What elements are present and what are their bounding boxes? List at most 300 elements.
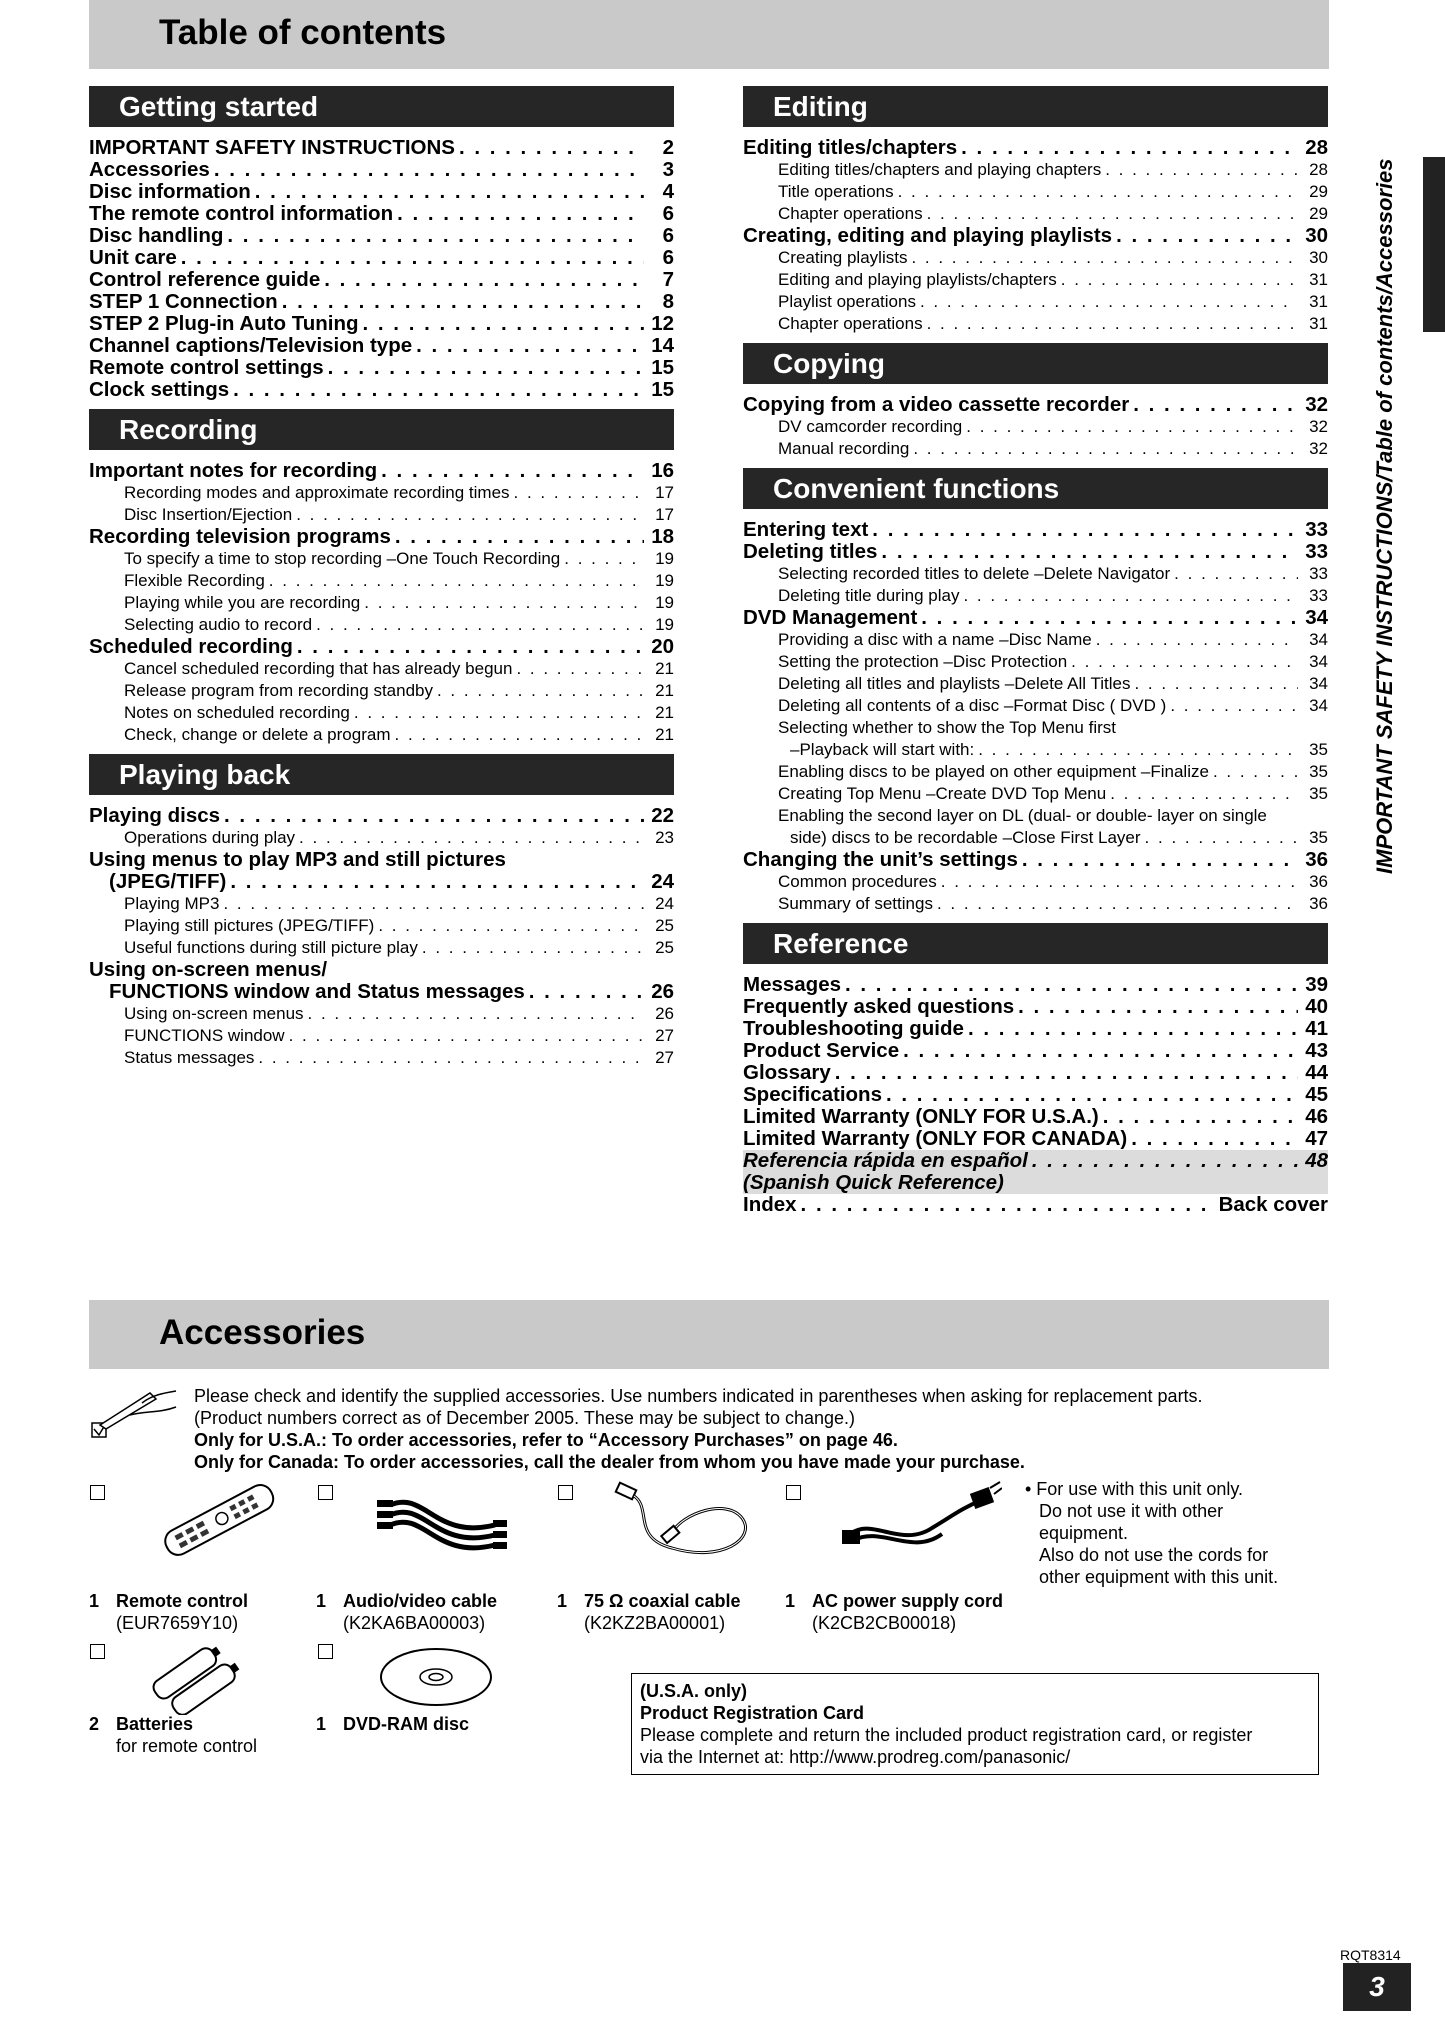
section-heading: Getting started [89, 86, 674, 127]
toc-page-number: 4 [662, 180, 674, 203]
toc-entry[interactable] [743, 1172, 1328, 1194]
dot-leader [381, 460, 644, 482]
toc-entry[interactable] [743, 607, 1328, 629]
toc-entry-title: Release program from recording standby [124, 681, 433, 700]
dot-leader [395, 724, 645, 746]
accessory-part: (K2CB2CB00018) [812, 1613, 957, 1633]
accessory-coaxial-cable [557, 1590, 741, 1634]
dot-leader [1170, 695, 1298, 717]
section-heading: Editing [743, 86, 1328, 127]
toc-entry[interactable] [89, 335, 674, 357]
toc-entry-title: FUNCTIONS window and Status messages [109, 980, 525, 1003]
toc-entry-title: Control reference guide [89, 268, 321, 291]
dot-leader [422, 937, 644, 959]
accessory-name: DVD-RAM disc [343, 1714, 470, 1734]
toc-entry[interactable] [743, 695, 1328, 717]
accessories-banner [89, 1300, 1329, 1369]
toc-entry-title: Disc handling [89, 224, 224, 247]
dot-leader [927, 313, 1298, 335]
checkbox-batteries[interactable] [90, 1644, 105, 1659]
toc-section [89, 86, 674, 401]
toc-entry[interactable] [89, 1003, 674, 1025]
dot-leader [937, 893, 1298, 915]
accessory-qty: 1 [316, 1591, 327, 1611]
toc-entry[interactable] [743, 629, 1328, 651]
toc-entry-title: Notes on scheduled recording [124, 703, 350, 722]
toc-page-number: 32 [1309, 417, 1328, 436]
remote-control-icon [150, 1478, 285, 1563]
toc-page-number: 45 [1305, 1083, 1328, 1106]
toc-page-number: 17 [655, 483, 674, 502]
toc-page-number: 47 [1305, 1127, 1328, 1150]
accessory-name: 75 Ω coaxial cable [584, 1591, 741, 1611]
toc-entry[interactable] [89, 181, 674, 203]
toc-entry[interactable] [89, 915, 674, 937]
toc-entry[interactable] [89, 636, 674, 658]
toc-page-number: 35 [1309, 740, 1328, 759]
dot-leader [258, 1047, 644, 1069]
toc-entry-title: Using on-screen menus/ [89, 958, 328, 981]
model-number: RQT8314 [1340, 1947, 1401, 1963]
note-line: other equipment with this unit. [1039, 1567, 1279, 1587]
toc-entry[interactable] [743, 974, 1328, 996]
toc-page-number: 6 [662, 246, 674, 269]
toc-entry[interactable] [89, 614, 674, 636]
toc-page-number: 36 [1309, 872, 1328, 891]
toc-entry-title: –Playback will start with: [790, 740, 975, 759]
toc-page-number: 43 [1305, 1039, 1328, 1062]
toc-entry[interactable] [743, 1018, 1328, 1040]
toc-entry-title: Limited Warranty (ONLY FOR CANADA) [743, 1127, 1128, 1150]
toc-entry-title: Setting the protection –Disc Protection [778, 652, 1068, 671]
toc-entry-title: Using menus to play MP3 and still pictures [89, 848, 506, 871]
dot-leader [1018, 996, 1298, 1018]
toc-entry-title: (Spanish Quick Reference) [743, 1171, 1004, 1194]
toc-entry[interactable] [89, 1025, 674, 1047]
toc-entry-title: Product Service [743, 1039, 900, 1062]
toc-page-number: 19 [655, 615, 674, 634]
toc-entry[interactable] [89, 526, 674, 548]
dot-leader [223, 893, 644, 915]
toc-page-number: 48 [1305, 1149, 1328, 1172]
toc-entry[interactable] [89, 137, 674, 159]
toc-entry[interactable] [743, 269, 1328, 291]
accessories-intro [194, 1385, 1314, 1473]
dot-leader [903, 1040, 1298, 1062]
toc-entry[interactable] [743, 159, 1328, 181]
toc-page-number: 36 [1305, 848, 1328, 871]
toc-entry[interactable] [743, 761, 1328, 783]
toc-entry[interactable] [743, 1128, 1328, 1150]
toc-page-number: 7 [662, 268, 674, 291]
toc-page-number: 35 [1309, 762, 1328, 781]
dot-leader [961, 137, 1298, 159]
toc-entry-title: Common procedures [778, 872, 937, 891]
toc-entry-title: Important notes for recording [89, 459, 378, 482]
toc-entry-title: Playing MP3 [124, 894, 220, 913]
toc-entry[interactable] [89, 313, 674, 335]
dot-leader [801, 1194, 1215, 1216]
toc-entry-title: side) discs to be recordable –Close First Layer [790, 828, 1141, 847]
toc-page-number: 34 [1305, 606, 1328, 629]
toc-entry[interactable] [743, 1040, 1328, 1062]
toc-entry-title: Accessories [89, 158, 210, 181]
registration-region: (U.S.A. only) [640, 1681, 747, 1701]
accessory-name: AC power supply cord [812, 1591, 1004, 1611]
toc-entry-title: Creating Top Menu –Create DVD Top Menu [778, 784, 1107, 803]
toc-entry[interactable] [89, 482, 674, 504]
toc-page-number: 23 [655, 828, 674, 847]
toc-section [743, 468, 1328, 915]
dot-leader [1032, 1150, 1298, 1172]
toc-page-number: 16 [651, 459, 674, 482]
dot-leader [316, 614, 644, 636]
accessory-power-cord [785, 1590, 1003, 1634]
toc-entry[interactable] [89, 871, 674, 893]
toc-entry[interactable] [89, 379, 674, 401]
toc-entry-title: Clock settings [89, 378, 230, 401]
checkbox-disc[interactable] [318, 1644, 333, 1659]
toc-entry[interactable] [89, 504, 674, 526]
toc-page-number: 18 [651, 525, 674, 548]
dot-leader [354, 702, 644, 724]
toc-entry[interactable] [89, 592, 674, 614]
dot-leader [224, 805, 644, 827]
cord-usage-note [1025, 1478, 1325, 1588]
toc-entry-title: The remote control information [89, 202, 394, 225]
toc-page-number: 35 [1309, 828, 1328, 847]
running-title: IMPORTANT SAFETY INSTRUCTIONS/Table of contents/Accessories [1372, 158, 1397, 874]
checkbox-remote[interactable] [90, 1485, 105, 1500]
section-heading: Recording [89, 409, 674, 450]
toc-page-number: 19 [655, 571, 674, 590]
dot-leader [363, 313, 644, 335]
accessory-qty: 1 [557, 1591, 568, 1611]
toc-entry[interactable] [743, 541, 1328, 563]
toc-page-number: 8 [662, 290, 674, 313]
dot-leader [1096, 629, 1298, 651]
usa-order-note: Only for U.S.A.: To order accessories, refer to “Accessory Purchases” on page 46. [194, 1430, 898, 1450]
toc-page-number: 32 [1305, 393, 1328, 416]
dot-leader [1174, 563, 1298, 585]
toc-entry[interactable] [743, 717, 1328, 739]
toc-page-number: 28 [1309, 160, 1328, 179]
dot-leader [1022, 849, 1298, 871]
toc-entry-title: Limited Warranty (ONLY FOR U.S.A.) [743, 1105, 1099, 1128]
toc-entry-title: Scheduled recording [89, 635, 293, 658]
toc-page-number: 41 [1305, 1017, 1328, 1040]
accessory-batteries [89, 1713, 257, 1757]
toc-entry[interactable] [89, 570, 674, 592]
toc-entry[interactable] [89, 159, 674, 181]
note-line: equipment. [1039, 1523, 1129, 1543]
toc-entry[interactable] [89, 1047, 674, 1069]
toc-entry-title: Disc Insertion/Ejection [124, 505, 293, 524]
toc-section [89, 409, 674, 746]
toc-entry[interactable] [89, 849, 674, 871]
dot-leader [872, 519, 1298, 541]
dot-leader [289, 1025, 644, 1047]
toc-page-number: 27 [655, 1048, 674, 1067]
toc-page-number: 12 [651, 312, 674, 335]
toc-page-number: 31 [1309, 270, 1328, 289]
toc-entry[interactable] [743, 519, 1328, 541]
toc-page-number: 34 [1309, 652, 1328, 671]
toc-entry-title: DV camcorder recording [778, 417, 963, 436]
dot-leader [308, 1003, 644, 1025]
toc-entry[interactable] [743, 225, 1328, 247]
dot-leader [516, 658, 644, 680]
dot-leader [886, 1084, 1298, 1106]
toc-entry[interactable] [89, 702, 674, 724]
accessory-part: (K2KA6BA00003) [343, 1613, 486, 1633]
note-line: Do not use it with other [1039, 1501, 1224, 1521]
toc-entry-title: Deleting all titles and playlists –Delete All Titles [778, 674, 1131, 693]
toc-entry-title: Deleting all contents of a disc –Format Disc ( DVD ) [778, 696, 1167, 715]
checklist-pen-icon [90, 1385, 180, 1445]
dot-leader [230, 871, 644, 893]
toc-page-number: 2 [662, 136, 674, 159]
dot-leader [966, 416, 1298, 438]
dot-leader [214, 159, 644, 181]
toc-entry-title: Chapter operations [778, 204, 923, 223]
toc-entry[interactable] [89, 959, 674, 981]
toc-page-number: 14 [651, 334, 674, 357]
toc-entry[interactable] [743, 996, 1328, 1018]
toc-entry[interactable] [743, 1084, 1328, 1106]
toc-entry-title: Index [743, 1193, 797, 1216]
toc-entry-title: Recording television programs [89, 525, 391, 548]
coaxial-cable-icon [612, 1478, 762, 1568]
toc-page-number: 27 [655, 1026, 674, 1045]
toc-entry[interactable] [89, 937, 674, 959]
toc-right-column [743, 86, 1328, 1224]
toc-entry-title: Troubleshooting guide [743, 1017, 964, 1040]
toc-page-number: 35 [1309, 784, 1328, 803]
registration-heading: Product Registration Card [640, 1703, 865, 1723]
dot-leader [920, 291, 1298, 313]
toc-entry[interactable] [743, 585, 1328, 607]
toc-entry[interactable] [743, 673, 1328, 695]
toc-page-number: 25 [655, 938, 674, 957]
toc-entry-title: Creating playlists [778, 248, 908, 267]
toc-entry-title: Deleting titles [743, 540, 878, 563]
toc-entry[interactable] [89, 247, 674, 269]
accessory-name: Batteries [116, 1714, 194, 1734]
toc-entry[interactable] [743, 1150, 1328, 1172]
toc-entry[interactable] [743, 1194, 1328, 1216]
toc-page-number: 24 [651, 870, 674, 893]
product-registration-box [631, 1673, 1319, 1775]
toc-entry[interactable] [743, 203, 1328, 225]
toc-entry[interactable] [743, 805, 1328, 827]
note-line: • For use with this unit only. [1025, 1479, 1244, 1499]
accessory-name: Remote control [116, 1591, 249, 1611]
section-tab-marker [1423, 157, 1445, 332]
dot-leader [181, 247, 644, 269]
accessory-part: (K2KZ2BA00001) [584, 1613, 726, 1633]
toc-entry[interactable] [743, 313, 1328, 335]
toc-page-number: 33 [1305, 518, 1328, 541]
toc-entry[interactable] [89, 893, 674, 915]
toc-entry[interactable] [743, 394, 1328, 416]
dot-leader [328, 357, 644, 379]
toc-entry[interactable] [89, 460, 674, 482]
toc-entry[interactable] [89, 827, 674, 849]
dot-leader [913, 438, 1298, 460]
toc-section [89, 754, 674, 1069]
toc-entry-title: Playing discs [89, 804, 221, 827]
toc-entry[interactable] [89, 203, 674, 225]
dot-leader [898, 181, 1298, 203]
dot-leader [416, 335, 644, 357]
toc-entry-title: Status messages [124, 1048, 255, 1067]
toc-entry[interactable] [743, 247, 1328, 269]
accessory-name: Audio/video cable [343, 1591, 498, 1611]
toc-page-number: 33 [1309, 564, 1328, 583]
toc-entry-title: Enabling discs to be played on other equipment –Finalize [778, 762, 1209, 781]
toc-page-number: 22 [651, 804, 674, 827]
toc-page-number: 20 [651, 635, 674, 658]
toc-section [743, 343, 1328, 460]
toc-entry[interactable] [89, 680, 674, 702]
toc-entry[interactable] [89, 225, 674, 247]
dot-leader [269, 570, 644, 592]
section-heading: Copying [743, 343, 1328, 384]
dot-leader [978, 739, 1298, 761]
toc-page-number: 26 [655, 1004, 674, 1023]
dot-leader [968, 1018, 1298, 1040]
dot-leader [297, 636, 644, 658]
toc-entry[interactable] [743, 739, 1328, 761]
toc-page-number: 17 [655, 505, 674, 524]
accessory-qty: 1 [316, 1714, 327, 1734]
toc-entry-title: Enabling the second layer on DL (dual- or double- layer on single [778, 806, 1267, 825]
toc-entry[interactable] [743, 871, 1328, 893]
toc-page-number: 21 [655, 725, 674, 744]
dot-leader [1116, 225, 1298, 247]
dot-leader [1103, 1106, 1298, 1128]
toc-entry[interactable] [743, 291, 1328, 313]
accessories-title: Accessories [159, 1313, 366, 1352]
toc-page-number: 33 [1305, 540, 1328, 563]
toc-entry[interactable] [89, 658, 674, 680]
dot-leader [395, 526, 644, 548]
section-heading: Reference [743, 923, 1328, 964]
toc-entry[interactable] [743, 849, 1328, 871]
toc-entry-title: Manual recording [778, 439, 910, 458]
dot-leader [564, 548, 644, 570]
toc-page-number: 34 [1309, 630, 1328, 649]
toc-entry-title: Editing and playing playlists/chapters [778, 270, 1057, 289]
dot-leader [1105, 159, 1298, 181]
toc-page-number: Back cover [1218, 1193, 1328, 1216]
dot-leader [1061, 269, 1298, 291]
dot-leader [1131, 1128, 1298, 1150]
dot-leader [227, 225, 644, 247]
toc-entry-title: Title operations [778, 182, 894, 201]
toc-entry-title: (JPEG/TIFF) [109, 870, 227, 893]
toc-entry[interactable] [743, 893, 1328, 915]
toc-entry-title: Selecting recorded titles to delete –Delete Navigator [778, 564, 1171, 583]
dot-leader [921, 607, 1298, 629]
toc-banner [89, 0, 1329, 69]
power-cord-icon [842, 1478, 1002, 1558]
toc-entry[interactable] [89, 269, 674, 291]
dot-leader [296, 504, 644, 526]
toc-page-number: 44 [1305, 1061, 1328, 1084]
toc-entry[interactable] [89, 724, 674, 746]
toc-page-number: 21 [655, 681, 674, 700]
toc-entry[interactable] [89, 357, 674, 379]
toc-entry-title: Selecting whether to show the Top Menu first [778, 718, 1116, 737]
toc-entry[interactable] [743, 416, 1328, 438]
toc-page-number: 21 [655, 703, 674, 722]
toc-page-number: 31 [1309, 314, 1328, 333]
toc-page-number: 24 [655, 894, 674, 913]
toc-entry[interactable] [743, 563, 1328, 585]
toc-entry[interactable] [743, 137, 1328, 159]
toc-entry[interactable] [743, 827, 1328, 849]
dot-leader [282, 291, 644, 313]
dot-leader [1110, 783, 1298, 805]
toc-entry-title: Summary of settings [778, 894, 933, 913]
toc-entry-title: Copying from a video cassette recorder [743, 393, 1130, 416]
accessory-part: for remote control [116, 1736, 258, 1756]
toc-entry[interactable] [743, 783, 1328, 805]
page-number: 3 [1343, 1963, 1411, 2011]
checkbox-power-cord[interactable] [786, 1485, 801, 1500]
dot-leader [1145, 827, 1298, 849]
toc-entry[interactable] [743, 438, 1328, 460]
registration-url-text: via the Internet at: http://www.prodreg.com/panasonic/ [640, 1747, 1071, 1767]
toc-entry[interactable] [743, 181, 1328, 203]
toc-entry-title: Playing still pictures (JPEG/TIFF) [124, 916, 375, 935]
toc-entry[interactable] [89, 981, 674, 1003]
toc-entry[interactable] [743, 651, 1328, 673]
dot-leader [378, 915, 644, 937]
toc-page-number: 30 [1309, 248, 1328, 267]
toc-left-column [89, 86, 674, 1077]
dot-leader [397, 203, 644, 225]
dot-leader [255, 181, 644, 203]
toc-entry-title: Messages [743, 973, 842, 996]
accessory-disc [316, 1713, 469, 1735]
toc-entry[interactable] [89, 291, 674, 313]
toc-entry-title: Referencia rápida en español [743, 1149, 1028, 1172]
checkbox-coaxial-cable[interactable] [558, 1485, 573, 1500]
intro-line: (Product numbers correct as of December 2005. These may be subject to change.) [194, 1408, 855, 1428]
toc-entry-title: Creating, editing and playing playlists [743, 224, 1113, 247]
toc-page-number: 40 [1305, 995, 1328, 1018]
toc-page-number: 46 [1305, 1105, 1328, 1128]
toc-entry-title: Chapter operations [778, 314, 923, 333]
toc-entry[interactable] [89, 548, 674, 570]
toc-page-number: 28 [1305, 136, 1328, 159]
toc-entry-title: Glossary [743, 1061, 831, 1084]
toc-entry-title: IMPORTANT SAFETY INSTRUCTIONS [89, 136, 455, 159]
accessory-qty: 2 [89, 1714, 100, 1734]
toc-entry[interactable] [743, 1062, 1328, 1084]
toc-entry[interactable] [89, 805, 674, 827]
toc-entry[interactable] [743, 1106, 1328, 1128]
checkbox-av-cable[interactable] [318, 1485, 333, 1500]
toc-page-number: 19 [655, 549, 674, 568]
toc-entry-title: Changing the unit’s settings [743, 848, 1018, 871]
toc-entry-title: STEP 1 Connection [89, 290, 278, 313]
toc-title: Table of contents [159, 13, 447, 52]
toc-page-number: 15 [651, 356, 674, 379]
